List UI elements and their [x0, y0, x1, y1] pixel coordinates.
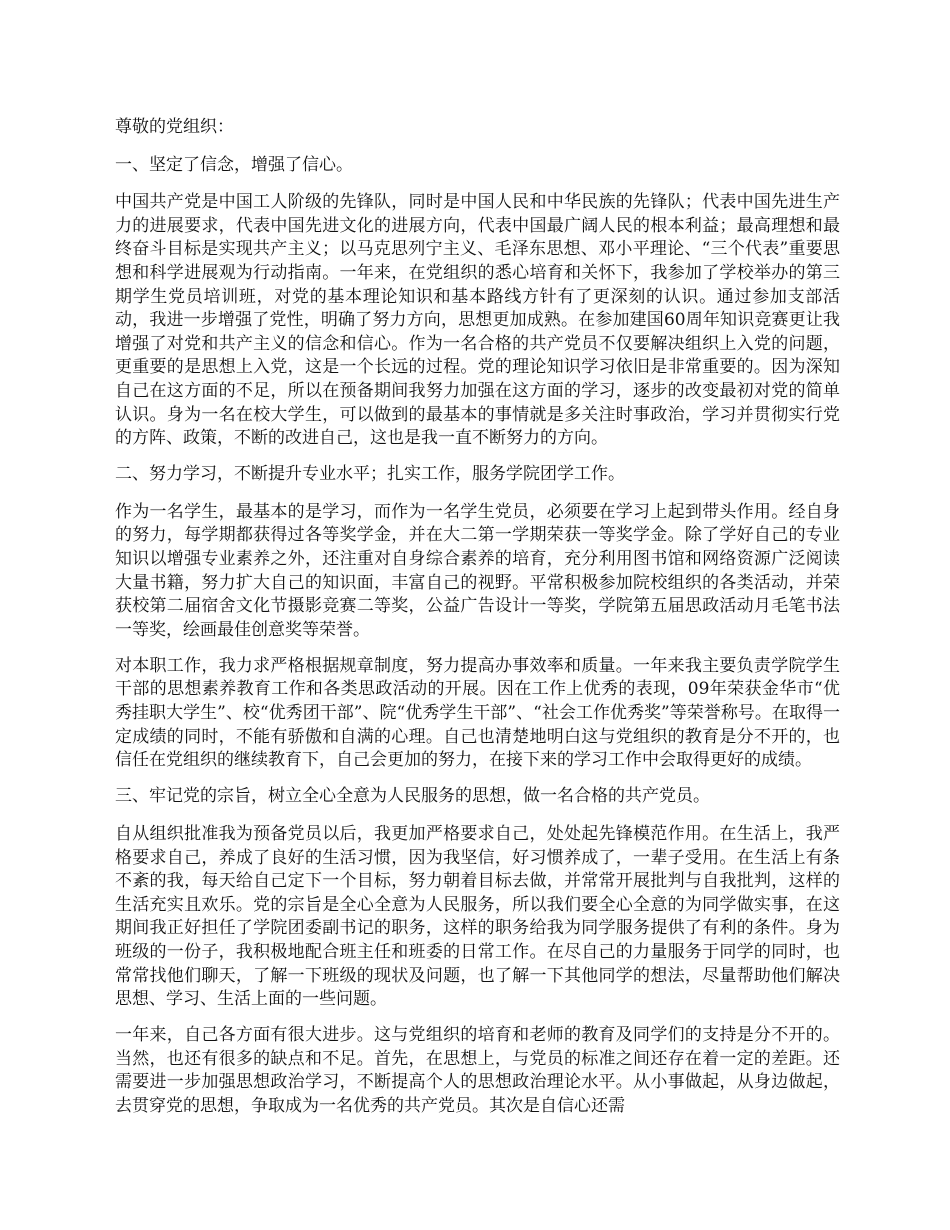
paragraph-2: 作为一名学生，最基本的是学习，而作为一名学生党员，必须要在学习上起到带头作用。经自身的努力，每学期都获得过各等奖学金，并在大二第一学期荣获一等奖学金。除了学好自己的专业知识以增强专业素养之外，还注重对自身综合素养的培育，充分利用图书馆和网络资源广泛阅读大量书籍，努力扩大自己的知识面，丰富自己的视野。平常积极参加院校组织的各类活动，并荣获校第二届宿舍文化节摄影竞赛二等奖，公益广告设计一等奖，学院第五届思政活动月毛笔书法一等奖，绘画最佳创意奖等荣誉。: [115, 501, 840, 640]
paragraph-5: 一年来，自己各方面有很大进步。这与党组织的培育和老师的教育及同学们的支持是分不开的。当然，也还有很多的缺点和不足。首先，在思想上，与党员的标准之间还存在着一定的差距。还需要进一步加强思想政治学习，不断提高个人的思想政治理论水平。从小事做起，从身边做起，去贯穿党的思想，争取成为一名优秀的共产党员。其次是自信心还需: [115, 1025, 840, 1116]
section-heading-3: 三、牢记党的宗旨，树立全心全意为人民服务的思想，做一名合格的共产党员。: [115, 786, 710, 807]
document-body: [115, 116, 840, 1131]
section-heading-2: 二、努力学习，不断提升专业水平；扎实工作，服务学院团学工作。: [115, 464, 625, 485]
paragraph-1: 中国共产党是中国工人阶级的先锋队，同时是中国人民和中华民族的先锋队；代表中国先进生产力的进展要求，代表中国先进文化的进展方向，代表中国最广阔人民的根本利益；最高理想和最终奋斗目标是实现共产主义；以马克思列宁主义、毛泽东思想、邓小平理论、“三个代表”重要思想和科学进展观为行动指南。一年来，在党组织的悉心培育和关怀下，我参加了学校举办的第三期学生党员培训班，对党的基本理论知识和基本路线方针有了更深刻的认识。通过参加支部活动，我进一步增强了党性，明确了努力方向，思想更加成熟。在参加建国60周年知识竞赛更让我增强了对党和共产主义的信念和信心。作为一名合格的共产党员不仅要解决组织上入党的问题，更重要的是思想上入党，这是一个长远的过程。党的理论知识学习依旧是非常重要的。因为深知自己在这方面的不足，所以在预备期间我努力加强在这方面的学习，逐步的改变最初对党的简单认识。身为一名在校大学生，可以做到的最基本的事情就是多关注时事政治，学习并贯彻实行党的方阵、政策，不断的改进自己，这也是我一直不断努力的方向。: [115, 192, 840, 449]
section-heading-1: 一、坚定了信念，增强了信心。: [115, 154, 353, 175]
salutation: 尊敬的党组织：: [115, 117, 234, 137]
paragraph-3: 对本职工作，我力求严格根据规章制度，努力提高办事效率和质量。一年来我主要负责学院学生干部的思想素养教育工作和各类思政活动的开展。因在工作上优秀的表现，09年荣获金华市“优秀挂职大学生”、校“优秀团干部”、院“优秀学生干部”、“社会工作优秀奖”等荣誉称号。在取得一定成绩的同时，不能有骄傲和自满的心理。自己也清楚地明白这与党组织的教育是分不开的，也信任在党组织的继续教育下，自己会更加的努力，在接下来的学习工作中会取得更好的成绩。: [115, 655, 840, 771]
paragraph-4: 自从组织批准我为预备党员以后，我更加严格要求自己，处处起先锋模范作用。在生活上，我严格要求自己，养成了良好的生活习惯，因为我坚信，好习惯养成了，一辈子受用。在生活上有条不紊的我，每天给自己定下一个目标，努力朝着目标去做，并常常开展批判与自我批判，这样的生活充实且欢乐。党的宗旨是全心全意为人民服务，所以我们要全心全意的为同学做实事，在这期间我正好担任了学院团委副书记的职务，这样的职务给我为同学服务提供了有利的条件。身为班级的一份子，我积极地配合班主任和班委的日常工作。在尽自己的力量服务于同学的同时，也常常找他们聊天，了解一下班级的现状及问题，也了解一下其他同学的想法，尽量帮助他们解决思想、学习、生活上面的一些问题。: [115, 823, 840, 1010]
